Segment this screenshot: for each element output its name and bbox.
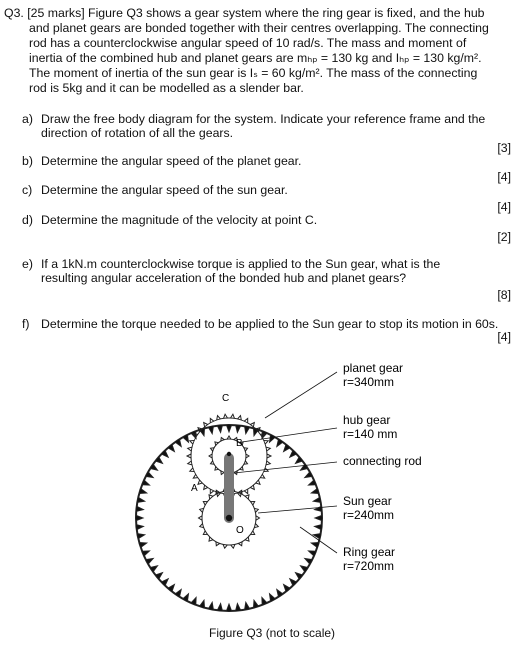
hub-gear-label: hub gear (343, 413, 391, 427)
part-text: Draw the free body diagram for the system. Indicate your reference frame and the (41, 112, 486, 126)
part-label: a) (22, 112, 33, 126)
intro-line: The moment of inertia of the sun gear is Iₛ = 60 kg/m². The mass of the connecting (29, 66, 478, 80)
part-d-marks: [2] (497, 230, 511, 244)
part-label: d) (22, 213, 33, 227)
planet-gear-leader (265, 372, 337, 418)
part-f (22, 317, 499, 332)
connecting-rod-label: connecting rod (343, 454, 422, 468)
point-a-label: A (191, 483, 198, 494)
part-text: direction of rotation of all the gears. (41, 126, 234, 140)
intro-line: inertia of the combined hub and planet gears are mₕₚ = 130 kg and Iₕₚ = 130 kg/m². (29, 51, 482, 65)
figure-caption: Figure Q3 (not to scale) (209, 626, 336, 640)
part-b-marks: [4] (497, 170, 511, 184)
part-f-marks: [4] (497, 330, 511, 344)
point-b-label: B (236, 438, 243, 449)
ring-gear-leader (300, 527, 337, 553)
part-label: b) (22, 154, 33, 168)
part-a-marks: [3] (497, 141, 511, 155)
part-text: Determine the magnitude of the velocity at point C. (41, 213, 318, 227)
part-b (22, 154, 302, 169)
intro-line: rod has a counterclockwise angular speed of 10 rad/s. The mass and moment of (29, 36, 467, 50)
intro-line: and planet gears are bonded together with their centres overlapping. The connecting (29, 21, 489, 35)
intro-line: rod is 5kg and it can be modelled as a slender bar. (29, 81, 304, 95)
part-e-marks: [8] (497, 288, 511, 302)
part-text: Determine the angular speed of the planet gear. (41, 154, 302, 168)
part-c-marks: [4] (497, 200, 511, 214)
part-c (22, 183, 288, 198)
intro-line: Q3. [25 marks] Figure Q3 shows a gear system where the ring gear is fixed, and the hub (4, 6, 485, 20)
sun-gear-leader (258, 506, 337, 513)
part-text: Determine the angular speed of the sun gear. (41, 183, 288, 197)
hub-gear-radius: r=140 mm (343, 427, 398, 441)
point-c-label: C (222, 393, 230, 404)
gear-system-figure (0, 350, 529, 630)
part-text: If a 1kN.m counterclockwise torque is applied to the Sun gear, what is the (41, 257, 441, 271)
part-label: c) (22, 183, 33, 197)
part-text: resulting angular acceleration of the bonded hub and planet gears? (41, 271, 407, 285)
planet-gear-label: planet gear (343, 361, 404, 375)
part-e (22, 257, 441, 285)
point-o-label: O (236, 525, 244, 536)
planet-gear-radius: r=340mm (343, 375, 395, 389)
part-a (22, 112, 486, 140)
sun-center-pivot (226, 515, 232, 521)
sun-gear-label: Sun gear (343, 494, 392, 508)
ring-gear-label: Ring gear (343, 545, 396, 559)
part-label: f) (22, 317, 30, 331)
connecting-rod-leader (234, 462, 337, 473)
part-d (22, 213, 318, 228)
ring-gear-radius: r=720mm (343, 559, 395, 573)
sun-gear-radius: r=240mm (343, 508, 395, 522)
question-intro (4, 6, 489, 96)
part-label: e) (22, 257, 33, 271)
planet-center-pivot (227, 452, 231, 456)
part-text: Determine the torque needed to be applied to the Sun gear to stop its motion in 60s. (41, 317, 499, 331)
